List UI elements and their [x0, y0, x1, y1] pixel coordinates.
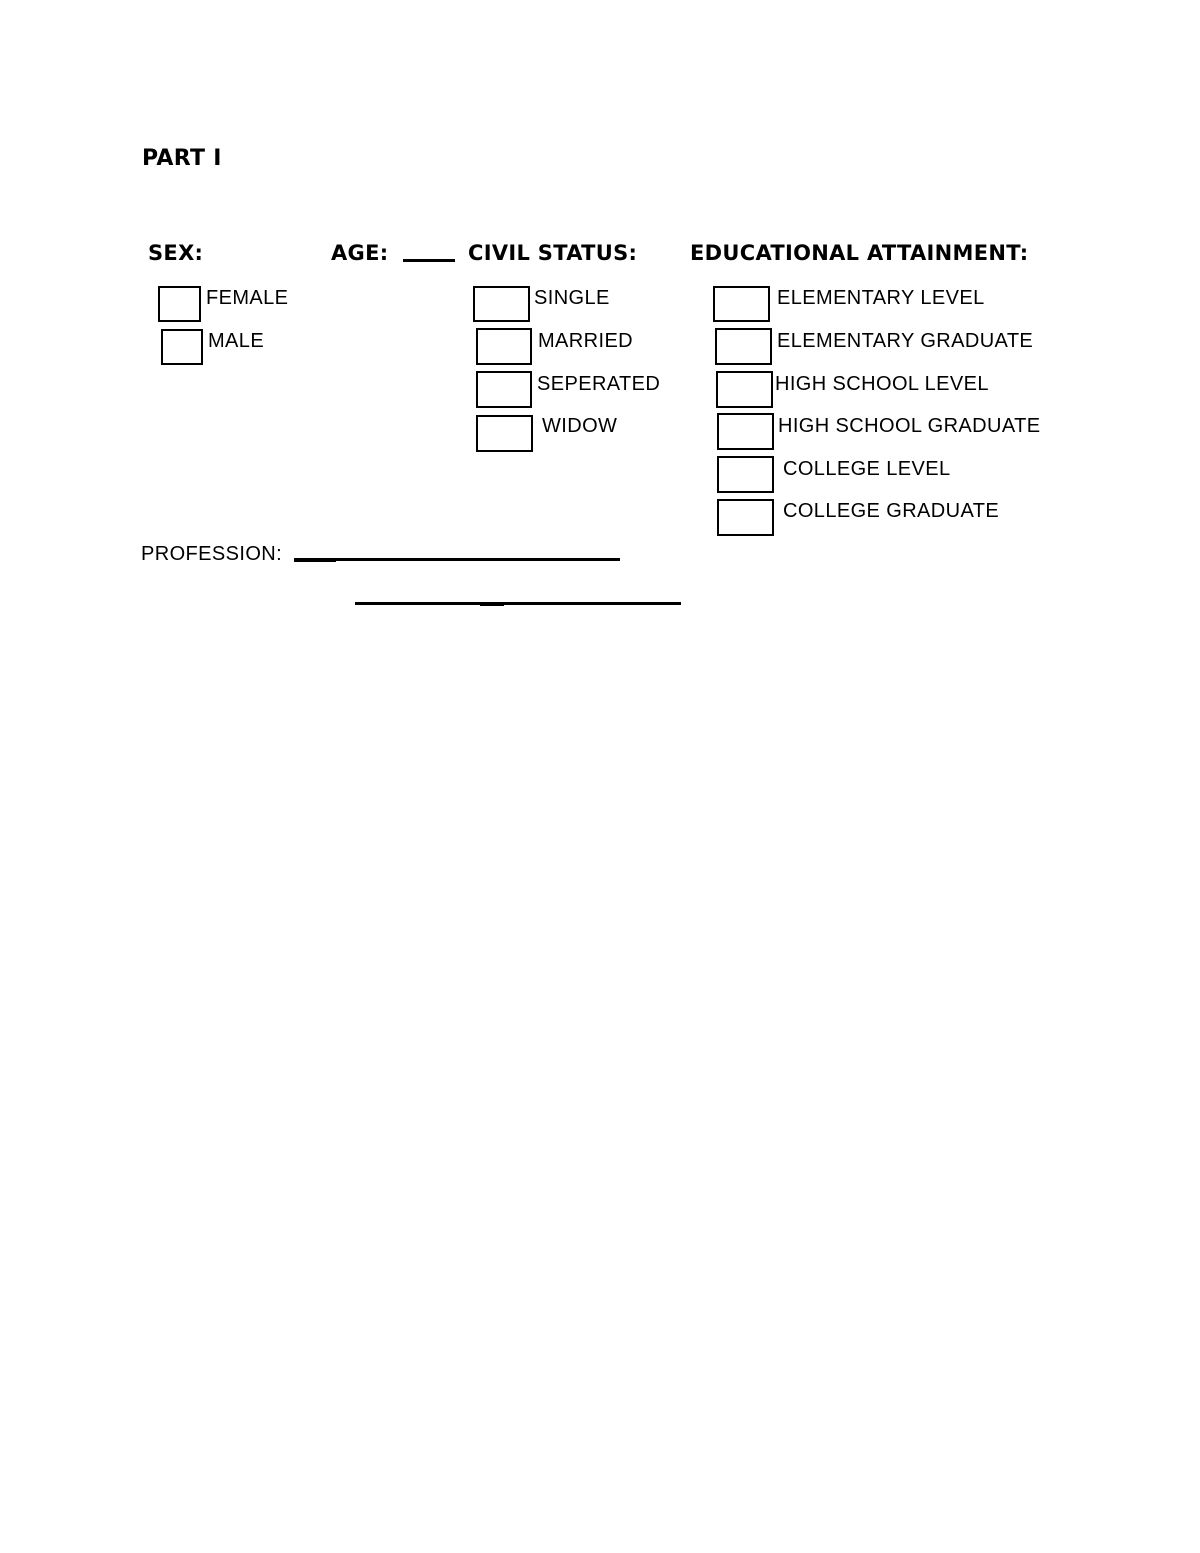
checkbox-elementary-level[interactable]: [713, 286, 770, 322]
option-label-seperated: SEPERATED: [537, 373, 661, 395]
option-label-elementary-graduate: ELEMENTARY GRADUATE: [777, 330, 1034, 352]
sex-heading: SEX:: [148, 241, 204, 265]
checkbox-widow[interactable]: [476, 415, 533, 452]
option-label-male: MALE: [208, 330, 265, 352]
education-heading: EDUCATIONAL ATTAINMENT:: [690, 241, 1029, 265]
profession-blank-overstrike: [294, 558, 336, 562]
profession-second-blank[interactable]: [355, 602, 681, 605]
age-blank[interactable]: [403, 259, 455, 262]
checkbox-high-school-level[interactable]: [716, 371, 773, 408]
option-label-elementary-level: ELEMENTARY LEVEL: [777, 287, 985, 309]
checkbox-elementary-graduate[interactable]: [715, 328, 772, 365]
option-label-widow: WIDOW: [542, 415, 618, 437]
profession-second-blank-overstrike: [480, 602, 504, 606]
option-label-female: FEMALE: [206, 287, 289, 309]
part-title: PART I: [142, 146, 222, 171]
option-label-high-school-level: HIGH SCHOOL LEVEL: [775, 373, 989, 395]
checkbox-seperated[interactable]: [476, 371, 532, 408]
option-label-single: SINGLE: [534, 287, 610, 309]
option-label-college-graduate: COLLEGE GRADUATE: [783, 500, 1000, 522]
checkbox-college-graduate[interactable]: [717, 499, 774, 536]
option-label-high-school-graduate: HIGH SCHOOL GRADUATE: [778, 415, 1041, 437]
checkbox-college-level[interactable]: [717, 456, 774, 493]
checkbox-female[interactable]: [158, 286, 201, 322]
profession-blank[interactable]: [294, 558, 620, 561]
age-heading: AGE:: [331, 241, 389, 265]
profession-label: PROFESSION:: [141, 543, 283, 565]
checkbox-high-school-graduate[interactable]: [717, 413, 774, 450]
checkbox-male[interactable]: [161, 329, 203, 365]
option-label-married: MARRIED: [538, 330, 634, 352]
option-label-college-level: COLLEGE LEVEL: [783, 458, 951, 480]
civil-status-heading: CIVIL STATUS:: [468, 241, 638, 265]
checkbox-married[interactable]: [476, 328, 532, 365]
checkbox-single[interactable]: [473, 286, 530, 322]
